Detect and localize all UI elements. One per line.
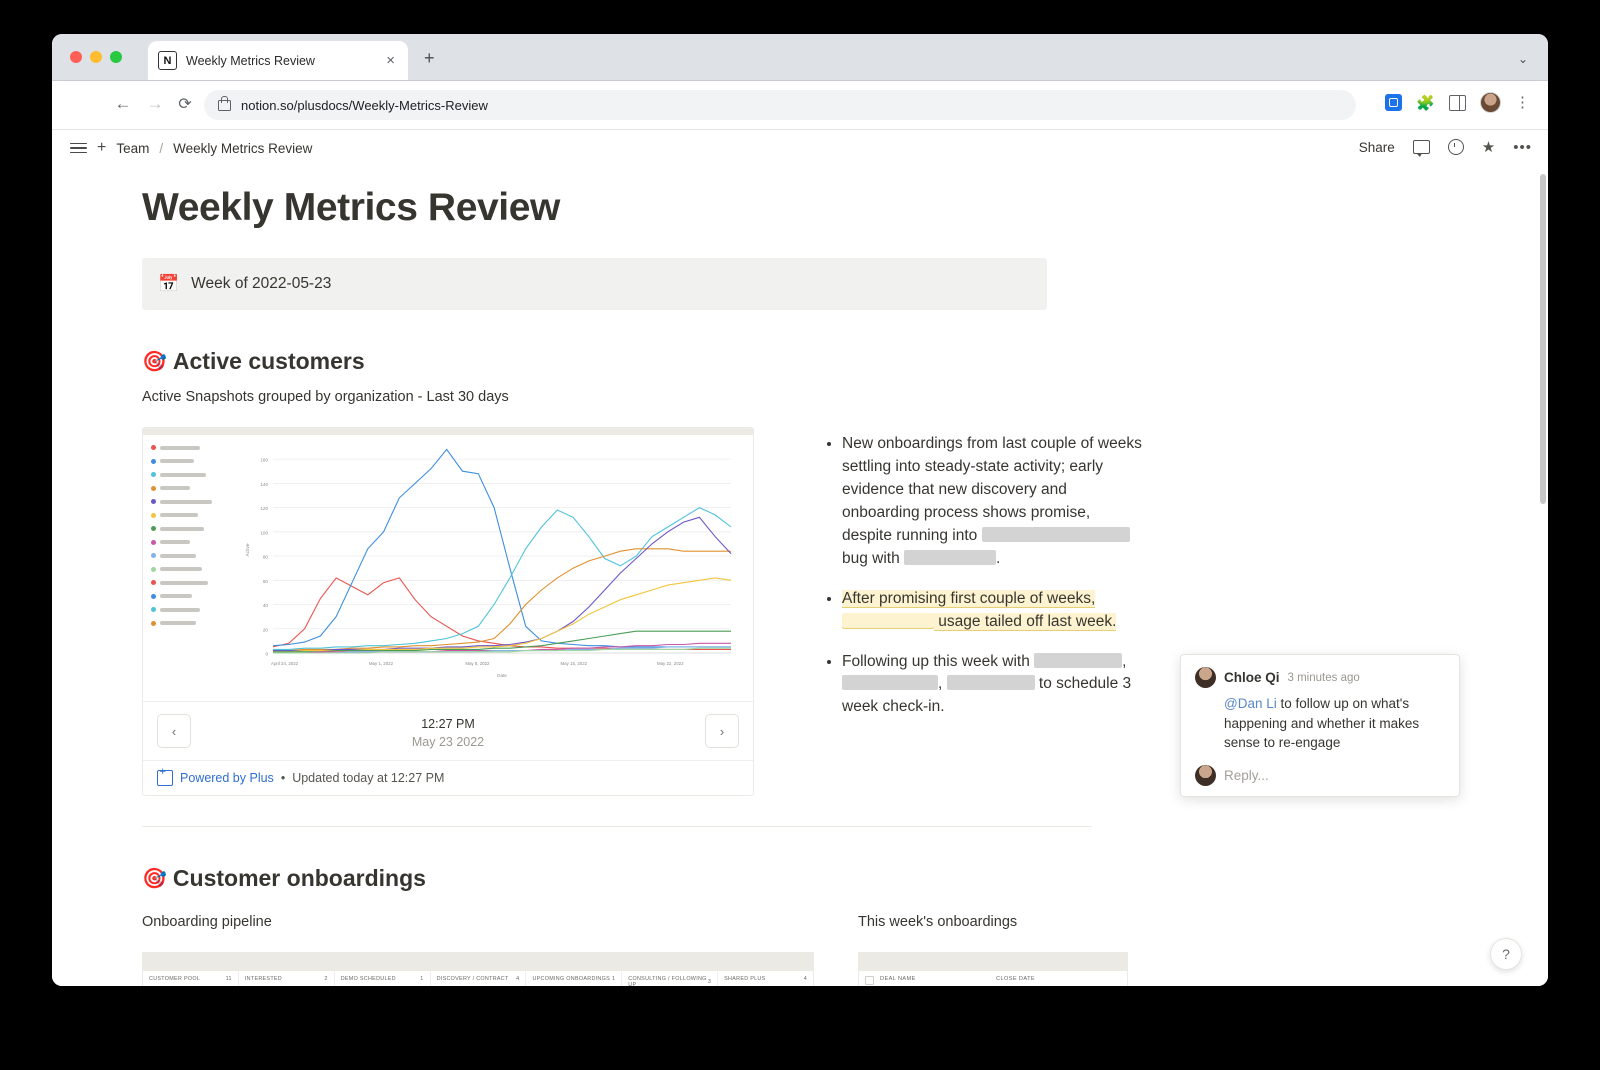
svg-text:80: 80 <box>262 554 268 560</box>
legend-label <box>160 554 196 558</box>
legend-label <box>160 513 198 517</box>
breadcrumb-separator: / <box>159 140 164 156</box>
board-column-header <box>724 976 807 982</box>
legend-color-dot <box>151 594 156 599</box>
help-button[interactable]: ? <box>1490 938 1522 970</box>
chart-legend-item <box>151 468 237 482</box>
board-column-count: 1 <box>420 976 424 982</box>
svg-text:20: 20 <box>262 627 268 633</box>
breadcrumb <box>70 140 312 156</box>
legend-label <box>160 486 190 490</box>
legend-color-dot <box>151 607 156 612</box>
column-header-deal-name[interactable]: DEAL NAME <box>880 976 916 982</box>
comment-header <box>1195 667 1445 688</box>
this-week-label: This week's onboardings <box>858 914 1018 930</box>
favorite-star-icon[interactable]: ★ <box>1481 138 1496 156</box>
chart-legend-item <box>151 482 237 496</box>
target-icon: 🎯 <box>142 868 167 890</box>
legend-color-dot <box>151 499 156 504</box>
bullet-item <box>842 588 1144 634</box>
svg-text:40: 40 <box>262 603 268 609</box>
chart-date-text: May 23 2022 <box>411 735 485 750</box>
legend-color-dot <box>151 486 156 491</box>
redacted-text <box>1034 653 1122 668</box>
board-column-header <box>628 976 711 986</box>
more-options-icon[interactable]: ••• <box>1513 138 1532 156</box>
redacted-text <box>842 613 934 628</box>
comment-icon[interactable] <box>1413 140 1430 154</box>
board-column[interactable] <box>335 971 431 986</box>
legend-label <box>160 527 204 531</box>
notion-actions <box>1359 139 1532 155</box>
this-week-onboardings-col <box>858 914 1128 986</box>
onboarding-pipeline-col <box>142 914 814 986</box>
bullet-item <box>842 651 1144 720</box>
legend-color-dot <box>151 540 156 545</box>
board-column-name: CUSTOMER POOL <box>149 976 201 982</box>
toolbar-icons <box>1385 92 1530 113</box>
window-controls[interactable] <box>70 51 122 63</box>
chart-footer <box>143 760 753 795</box>
legend-color-dot <box>151 459 156 464</box>
bullet-item <box>842 433 1144 571</box>
chart-legend-item <box>151 576 237 590</box>
board-column-name: SHARED PLUS <box>724 976 766 982</box>
redacted-text <box>982 527 1130 542</box>
board-columns <box>143 971 813 986</box>
board-column[interactable] <box>143 971 239 986</box>
comment-author-name: Chloe Qi <box>1224 670 1280 685</box>
board-column[interactable] <box>431 971 527 986</box>
bullet-text: Following up this week with <box>842 652 1035 670</box>
active-subtext: Active Snapshots grouped by organization - Last 30 days <box>142 389 509 405</box>
svg-text:140: 140 <box>260 481 268 487</box>
chart-legend-item <box>151 563 237 577</box>
board-topbar <box>143 953 813 971</box>
redacted-text <box>904 550 996 565</box>
bullet-text: bug with <box>842 549 905 567</box>
active-customers-notes <box>822 427 1144 796</box>
page-scrollbar[interactable] <box>1540 174 1546 504</box>
highlighted-text: After promising first couple of weeks, <box>842 589 1096 607</box>
chart-prev-button[interactable]: ‹ <box>157 714 191 748</box>
comment-reply-row[interactable] <box>1195 765 1445 786</box>
history-clock-icon[interactable] <box>1448 139 1464 155</box>
legend-label <box>160 581 208 585</box>
footer-separator: • <box>280 771 286 785</box>
legend-label <box>160 446 200 450</box>
extensions-puzzle-icon[interactable]: 🧩 <box>1416 94 1435 112</box>
svg-text:120: 120 <box>260 506 268 512</box>
chart-timestamp <box>143 715 753 751</box>
reply-input[interactable]: Reply... <box>1224 767 1269 783</box>
onboardings-row <box>142 914 1144 986</box>
chevron-down-icon[interactable]: ⌄ <box>1517 52 1528 66</box>
close-tab-icon[interactable]: × <box>386 52 395 69</box>
chart-card[interactable] <box>142 427 754 796</box>
chart-legend-item <box>151 549 237 563</box>
redacted-text <box>947 675 1035 690</box>
legend-color-dot <box>151 580 156 585</box>
chart-legend <box>151 441 237 630</box>
chart-nav <box>143 701 753 760</box>
board-column-name: INTERESTED <box>244 976 283 982</box>
calendar-icon: 📅 <box>158 274 180 293</box>
board-column-name: DISCOVERY / CONTRACT <box>436 976 509 982</box>
heading-text: Active customers <box>172 348 365 374</box>
target-icon: 🎯 <box>142 351 167 373</box>
reply-avatar <box>1195 765 1216 786</box>
breadcrumb-page[interactable]: Weekly Metrics Review <box>173 140 313 156</box>
svg-text:160: 160 <box>260 457 268 463</box>
plus-extension-icon[interactable] <box>1385 94 1402 111</box>
legend-color-dot <box>151 472 156 477</box>
svg-text:100: 100 <box>260 530 268 536</box>
callout-text: Week of 2022-05-23 <box>191 275 332 292</box>
column-header-close-date[interactable]: CLOSE DATE <box>996 976 1036 982</box>
comment-body <box>1195 694 1445 753</box>
board-column[interactable] <box>526 971 622 986</box>
chart-time-text: 12:27 PM <box>421 717 475 731</box>
bullet-list <box>822 433 1144 719</box>
comment-author-avatar <box>1195 667 1216 688</box>
reload-button[interactable]: ⟳ <box>178 96 192 113</box>
svg-text:0: 0 <box>265 651 268 657</box>
board-column-count: 2 <box>324 976 328 982</box>
browser-tabbar <box>52 34 1548 81</box>
bullet-text: to schedule 3 week check-in. <box>842 675 1132 716</box>
redacted-text <box>842 675 938 690</box>
page-content <box>142 170 1144 986</box>
board-column-header <box>149 976 232 982</box>
legend-label <box>160 594 192 598</box>
legend-label <box>160 540 190 544</box>
legend-color-dot <box>151 445 156 450</box>
browser-tab[interactable] <box>148 41 408 80</box>
board-column[interactable] <box>622 971 718 986</box>
heading-active-customers <box>142 348 1144 375</box>
pipeline-board[interactable] <box>142 952 814 986</box>
notion-page <box>52 170 1548 986</box>
svg-text:Date: Date <box>497 673 507 678</box>
svg-text:May 1, 2022: May 1, 2022 <box>368 661 394 666</box>
board-column-name: UPCOMING ONBOARDINGS <box>532 976 611 982</box>
chart-legend-item <box>151 455 237 469</box>
chart-legend-item <box>151 603 237 617</box>
chart-legend-item <box>151 617 237 631</box>
page-title: Weekly Metrics Review <box>142 186 560 229</box>
legend-color-dot <box>151 526 156 531</box>
add-page-icon[interactable]: + <box>97 139 107 156</box>
board-column-header <box>341 976 424 982</box>
board-column-count: 3 <box>707 979 712 985</box>
bullet-text: New onboardings from last couple of weeks settling into steady-state activity; early evidence that new discovery and onboarding process shows promise, despite running into <box>842 435 1142 544</box>
line-chart-svg <box>239 439 739 689</box>
legend-label <box>160 459 194 463</box>
svg-text:April 24, 2022: April 24, 2022 <box>271 661 299 666</box>
browser-window <box>52 34 1548 986</box>
svg-text:May 8, 2022: May 8, 2022 <box>465 661 490 666</box>
legend-color-dot <box>151 553 156 558</box>
forward-button[interactable]: → <box>146 94 164 113</box>
heading-text: Customer onboardings <box>172 865 426 891</box>
chart-legend-item <box>151 536 237 550</box>
board-column-header <box>532 976 615 982</box>
url-text: notion.so/plusdocs/Weekly-Metrics-Review <box>241 97 488 113</box>
chart-legend-item <box>151 509 237 523</box>
minimize-window-button[interactable] <box>90 51 102 63</box>
comment-timestamp: 3 minutes ago <box>1287 671 1360 684</box>
board-column-count: 11 <box>225 976 232 982</box>
lock-icon <box>218 100 231 111</box>
legend-color-dot <box>151 567 156 572</box>
back-button[interactable]: ← <box>114 94 132 113</box>
bullet-text: , <box>1122 652 1127 670</box>
legend-color-dot <box>151 513 156 518</box>
comment-mention[interactable]: @Dan Li <box>1224 696 1277 711</box>
breadcrumb-team[interactable]: Team <box>116 140 150 156</box>
table-topbar <box>859 953 1127 971</box>
chart-legend-item <box>151 522 237 536</box>
tab-title: Weekly Metrics Review <box>186 53 315 68</box>
board-column-count: 1 <box>611 976 616 982</box>
close-window-button[interactable] <box>70 51 82 63</box>
chart-legend-item <box>151 495 237 509</box>
board-column[interactable] <box>239 971 335 986</box>
onboardings-table[interactable] <box>858 952 1128 986</box>
chart-plot-area <box>143 435 753 701</box>
notion-favicon-icon: N <box>158 51 177 70</box>
comment-popover[interactable] <box>1180 654 1460 797</box>
onboarding-pipeline-label: Onboarding pipeline <box>142 914 272 930</box>
legend-label <box>160 567 202 571</box>
chart-legend-item <box>151 590 237 604</box>
svg-text:May 22, 2022: May 22, 2022 <box>656 661 684 666</box>
table-header-row <box>859 971 1127 986</box>
sidebar-toggle-icon[interactable] <box>70 143 87 154</box>
board-column-name: CONSULTING / FOLLOWING UP <box>628 976 707 986</box>
board-column-count: 4 <box>803 976 808 982</box>
powered-by-plus-link[interactable]: Powered by Plus <box>180 771 274 785</box>
chart-next-button[interactable]: › <box>705 714 739 748</box>
svg-text:May 15, 2022: May 15, 2022 <box>560 661 588 666</box>
bullet-text: . <box>996 549 1001 567</box>
section-divider <box>142 826 1092 827</box>
browser-menu-icon[interactable]: ⋮ <box>1515 94 1530 111</box>
notion-topbar <box>52 130 1548 170</box>
board-column-header <box>437 976 520 982</box>
share-button[interactable]: Share <box>1358 139 1395 155</box>
maximize-window-button[interactable] <box>110 51 122 63</box>
new-tab-button[interactable]: + <box>424 48 435 68</box>
chart-card-topbar <box>143 428 753 435</box>
board-column-header <box>245 976 328 982</box>
comment-text: to follow up on what's happening and whether it makes sense to re-engage <box>1224 696 1420 751</box>
svg-text:60: 60 <box>262 578 268 584</box>
bullet-text: , <box>938 675 947 693</box>
highlighted-text: usage tailed off last week. <box>934 612 1117 630</box>
board-column-name: DEMO SCHEDULED <box>340 976 396 982</box>
legend-label <box>160 608 200 612</box>
svg-text:Active: Active <box>246 543 251 557</box>
address-bar[interactable] <box>204 90 1356 120</box>
plus-logo-icon <box>157 770 173 786</box>
footer-updated-text: Updated today at 12:27 PM <box>292 771 445 785</box>
side-panel-icon[interactable] <box>1449 95 1466 111</box>
legend-color-dot <box>151 621 156 626</box>
legend-label <box>160 500 212 504</box>
board-column-count: 4 <box>516 976 520 982</box>
board-column[interactable] <box>718 971 813 986</box>
browser-toolbar <box>52 81 1548 130</box>
legend-label <box>160 621 196 625</box>
select-all-checkbox[interactable] <box>865 976 874 985</box>
chart-legend-item <box>151 441 237 455</box>
legend-label <box>160 473 206 477</box>
active-customers-row <box>142 427 1144 796</box>
week-callout <box>142 258 1047 310</box>
profile-avatar[interactable] <box>1480 92 1501 113</box>
heading-customer-onboardings <box>142 865 1144 892</box>
